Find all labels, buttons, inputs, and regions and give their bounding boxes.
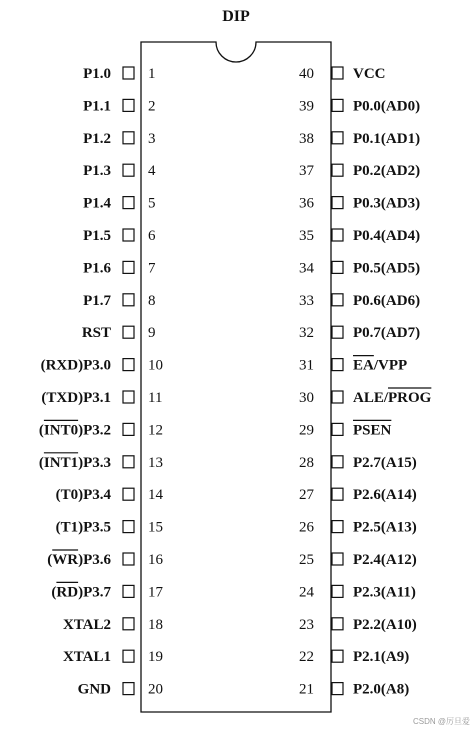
- pin-number: 15: [148, 519, 163, 536]
- pin-label: P1.7: [83, 292, 111, 309]
- pin-label: P0.5(AD5): [353, 260, 421, 277]
- pin-number: 34: [299, 260, 314, 277]
- pin-number: 4: [148, 163, 156, 180]
- pin-label: P0.1(AD1): [353, 130, 421, 147]
- pin-label: P1.1: [83, 98, 111, 115]
- pin-pad: [123, 164, 134, 176]
- pin-label: P2.2(A10): [353, 616, 417, 633]
- pin-pad: [332, 618, 343, 630]
- pin-label: P2.0(A8): [353, 681, 410, 698]
- pin-label: P2.5(A13): [353, 519, 417, 536]
- diagram-title: DIP: [222, 8, 250, 25]
- pin-label: P1.5: [83, 228, 111, 244]
- pin-number: 6: [148, 228, 156, 244]
- pin-label: (TXD)P3.1: [41, 390, 111, 406]
- pin-number: 20: [148, 681, 163, 698]
- pin-number: 28: [299, 454, 314, 471]
- pin-number: 39: [299, 98, 314, 115]
- pin-label: P1.0: [83, 66, 111, 82]
- pin-number: 9: [148, 325, 156, 342]
- pin-pad: [123, 521, 134, 533]
- pin-number: 12: [148, 422, 163, 439]
- pin-number: 11: [148, 390, 163, 406]
- pin-pad: [123, 197, 134, 209]
- pin-label: RST: [81, 325, 111, 342]
- pin-number: 24: [299, 584, 314, 601]
- pin-label: P1.2: [83, 130, 111, 147]
- pin-pad: [123, 553, 134, 565]
- pin-pad: [123, 650, 134, 662]
- pin-pad: [123, 391, 134, 403]
- pin-number: 26: [299, 519, 314, 536]
- pin-pad: [332, 488, 343, 500]
- pin-pad: [332, 521, 343, 533]
- pin-label: (T1)P3.5: [55, 519, 111, 536]
- pin-row: [63, 617, 163, 633]
- pin-label: (WR)P3.6: [47, 552, 111, 568]
- pin-pad: [123, 585, 134, 597]
- pin-number: 5: [148, 195, 156, 212]
- pin-row: [78, 682, 163, 698]
- pin-pad: [123, 67, 134, 79]
- pin-pad: [123, 423, 134, 435]
- pin-label: (INT1)P3.3: [38, 454, 111, 471]
- pin-label: P0.7(AD7): [353, 325, 421, 342]
- pin-number: 21: [299, 681, 314, 698]
- pin-label: P2.7(A15): [353, 454, 417, 471]
- pin-number: 32: [299, 325, 314, 342]
- pin-pad: [123, 261, 134, 273]
- pin-label: P2.6(A14): [353, 487, 417, 504]
- pin-number: 30: [299, 390, 314, 406]
- pin-label: P1.4: [83, 195, 111, 212]
- pin-number: 25: [299, 552, 314, 568]
- pin-label: P2.1(A9): [353, 649, 410, 666]
- pin-label: P0.4(AD4): [353, 228, 421, 244]
- pin-pad: [123, 488, 134, 500]
- pin-number: 23: [299, 616, 314, 633]
- pin-number: 35: [299, 228, 314, 244]
- pin-label: ALE/PROG: [353, 390, 432, 406]
- pin-label: P2.3(A11): [353, 584, 416, 601]
- pin-label: (RD)P3.7: [51, 584, 111, 601]
- pin-pad: [332, 99, 343, 111]
- pin-label: P0.6(AD6): [353, 292, 421, 309]
- pin-pad: [123, 229, 134, 241]
- pin-pad: [332, 261, 343, 273]
- pin-row: [56, 487, 164, 503]
- pin-pad: [123, 456, 134, 468]
- pin-number: 36: [299, 195, 314, 212]
- pin-pad: [332, 553, 343, 565]
- pin-pad: [332, 67, 343, 79]
- pin-number: 16: [148, 552, 163, 568]
- pin-label: P0.3(AD3): [353, 195, 421, 212]
- pin-label: P0.0(AD0): [353, 98, 421, 115]
- pin-label: VCC: [353, 66, 386, 82]
- pin-pad: [123, 359, 134, 371]
- pin-number: 7: [148, 260, 156, 277]
- pin-pad: [123, 132, 134, 144]
- pin-number: 19: [148, 649, 163, 666]
- pin-label: P0.2(AD2): [353, 163, 421, 180]
- pin-label: XTAL2: [62, 616, 111, 633]
- pin-number: 13: [148, 454, 163, 471]
- watermark-text: CSDN @厉旦爱: [412, 717, 470, 726]
- pin-pad: [332, 683, 343, 695]
- pin-label: GND: [77, 681, 111, 698]
- pin-number: 29: [299, 422, 314, 439]
- pin-label: (INT0)P3.2: [38, 422, 111, 439]
- pin-number: 18: [148, 616, 163, 633]
- pin-number: 2: [148, 98, 156, 115]
- pin-row: [63, 649, 163, 665]
- pin-number: 3: [148, 130, 156, 147]
- pin-pad: [123, 683, 134, 695]
- pin-row: [299, 420, 392, 438]
- pin-pad: [123, 294, 134, 306]
- pin-label: P2.4(A12): [353, 552, 417, 568]
- pin-pad: [332, 650, 343, 662]
- pin-number: 22: [299, 649, 314, 666]
- pin-number: 27: [299, 487, 314, 504]
- pin-pad: [332, 197, 343, 209]
- pin-pad: [332, 326, 343, 338]
- pin-pad: [332, 456, 343, 468]
- pin-label: (T0)P3.4: [55, 487, 111, 504]
- pin-label: (RXD)P3.0: [40, 357, 111, 374]
- pin-pad: [123, 99, 134, 111]
- pin-pad: [332, 585, 343, 597]
- pin-pad: [332, 132, 343, 144]
- pin-label: EA/VPP: [353, 357, 408, 374]
- pin-pad: [332, 164, 343, 176]
- pin-pad: [332, 294, 343, 306]
- pin-pad: [332, 391, 343, 403]
- pin-number: 8: [148, 292, 156, 309]
- pin-label: P1.3: [83, 163, 111, 180]
- pin-number: 10: [148, 357, 163, 374]
- pin-number: 31: [299, 357, 314, 374]
- pin-label: XTAL1: [62, 649, 111, 666]
- pin-pad: [332, 423, 343, 435]
- pin-number: 38: [299, 130, 314, 147]
- pin-row: [299, 66, 386, 82]
- pin-label: P1.6: [83, 260, 111, 277]
- pin-pad: [332, 359, 343, 371]
- pin-number: 14: [148, 487, 163, 504]
- pin-number: 17: [148, 584, 163, 601]
- pin-number: 37: [299, 163, 314, 180]
- pin-pad: [123, 326, 134, 338]
- pin-label: PSEN: [353, 422, 392, 439]
- pin-pad: [332, 229, 343, 241]
- pin-number: 33: [299, 292, 314, 309]
- pin-pad: [123, 618, 134, 630]
- pin-number: 1: [148, 66, 156, 82]
- pin-number: 40: [299, 66, 314, 82]
